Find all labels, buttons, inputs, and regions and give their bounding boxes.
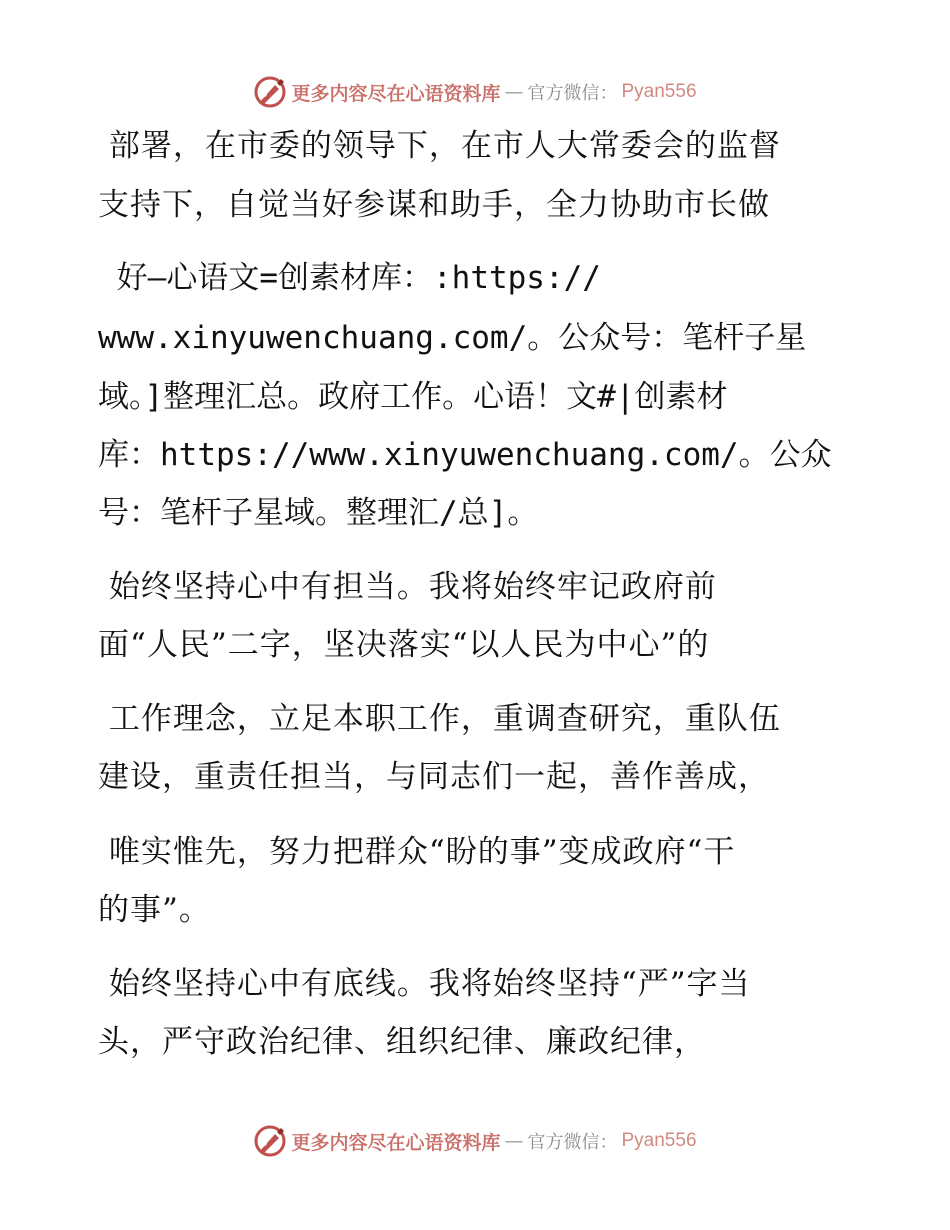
pen-logo-icon	[253, 75, 287, 109]
body-line: 好—心语文=创素材库：:https://	[98, 260, 601, 296]
banner-wechat-label: 官方微信：	[527, 83, 618, 104]
pen-logo-icon	[253, 1124, 287, 1158]
body-line: www.xinyuwenchuang.com/。公众号：笔杆子星	[98, 320, 807, 356]
body-line: 始终坚持心中有底线。我将始终坚持“严”字当	[98, 966, 751, 1002]
body-line: 域。]整理汇总。政府工作。心语！文#|创素材	[98, 379, 728, 415]
body-line: 支持下，自觉当好参谋和助手，全力协助市长做	[98, 187, 770, 223]
banner-title: 更多内容尽在心语资料库	[291, 82, 501, 105]
body-line: 的事”。	[98, 892, 211, 928]
footer-banner	[0, 1121, 950, 1161]
body-line: 部署，在市委的领导下，在市人大常委会的监督	[98, 128, 781, 164]
banner-dash: —	[504, 1130, 524, 1152]
header-banner	[0, 72, 950, 112]
body-line: 唯实惟先，努力把群众“盼的事”变成政府“干	[98, 834, 736, 870]
body-line: 面“人民”二字，坚决落实“以人民为中心”的	[98, 627, 710, 663]
body-line: 建设，重责任担当，与同志们一起，善作善成，	[98, 759, 770, 795]
body-line: 始终坚持心中有担当。我将始终牢记政府前	[98, 569, 717, 605]
banner-dash: —	[504, 81, 524, 103]
body-line: 号：笔杆子星域。整理汇/总]。	[98, 495, 539, 531]
banner-wechat-id: Pyan556	[621, 1130, 697, 1151]
banner-title: 更多内容尽在心语资料库	[291, 1131, 501, 1154]
body-line: 工作理念，立足本职工作，重调查研究，重队伍	[98, 701, 781, 737]
body-line: 头，严守政治纪律、组织纪律、廉政纪律，	[98, 1024, 706, 1060]
body-line: 库：https://www.xinyuwenchuang.com/。公众	[98, 437, 832, 473]
banner-wechat-label: 官方微信：	[527, 1132, 618, 1153]
banner-wechat-id: Pyan556	[621, 81, 697, 102]
